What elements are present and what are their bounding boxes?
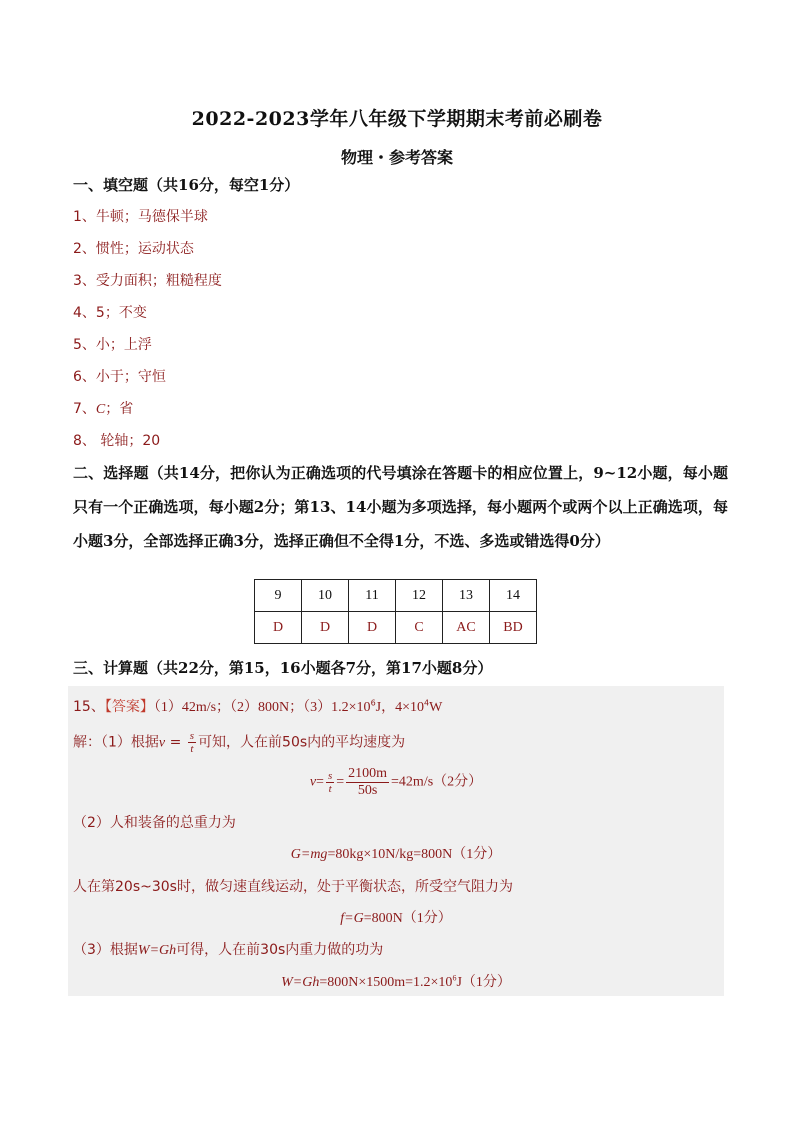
table-cell: D (255, 612, 302, 644)
equals-sign: = (316, 774, 324, 790)
equals-sign: = (336, 774, 345, 790)
equation-4 (68, 971, 724, 991)
solution-text: 可得，人在前30s内重力做的功为 (176, 942, 384, 958)
table-cell: 9 (255, 580, 302, 612)
item7-rest: ；省 (105, 401, 134, 417)
answer-tag: 【答案】 (104, 699, 154, 715)
solution-text: （3）根据 (73, 942, 138, 958)
equation-lhs: f=G (340, 911, 364, 926)
list-item: 6、小于；守恒 (73, 369, 166, 385)
equation-rhs: =80kg×10N/kg=800N（1分） (327, 847, 502, 862)
fraction-numerator: s (189, 730, 195, 742)
list-item: 4、5；不变 (73, 305, 147, 321)
q15-solution-intro (73, 730, 405, 755)
equation-lhs: W=Gh (281, 975, 320, 990)
table-cell: BD (490, 612, 537, 644)
fraction-denominator: 50s (357, 783, 378, 798)
equation-lhs: G=mg (290, 847, 328, 862)
equation-2 (68, 843, 724, 863)
var-v: v (309, 774, 317, 790)
q15-part3 (73, 939, 383, 959)
page-subtitle: 物理・参考答案 (340, 148, 453, 167)
fraction-numerator: 2100m (348, 766, 388, 781)
section2-heading: 二、选择题（共14分，把你认为正确选项的代号填涂在答题卡的相应位置上，9~12小题，每小题只有一个正确选项，每小题2分；第13、14小题为多项选择，每小题两个或两个以上正确选项，每小题3分，全部选择正确3分，选择正确但不全得1分，不选、多选或错选得0分） (73, 464, 728, 550)
list-item: 1、牛顿；马德保半球 (73, 209, 208, 225)
q15-part2: （2）人和装备的总重力为 (73, 815, 236, 831)
q15-answer-text: （1）42m/s；（2）800N；（3）1.2×10 (153, 700, 371, 715)
page-title: 2022-2023学年八年级下学期期末考前必刷卷 (191, 108, 603, 130)
table-cell: 12 (396, 580, 443, 612)
table-cell: 11 (349, 580, 396, 612)
solution-text: 可知，人在前50s内的平均速度为 (198, 734, 406, 751)
table-cell: D (349, 612, 396, 644)
fraction-denominator: t (328, 783, 332, 795)
fraction-s-over-t (326, 770, 334, 795)
equation-rhs: =800N（1分） (363, 911, 452, 926)
item7-letter: C (95, 402, 106, 417)
q15-part2b: 人在第20s~30s时，做匀速直线运动，处于平衡状态，所受空气阻力为 (73, 879, 513, 895)
equation-result: =42m/s（2分） (391, 774, 483, 790)
q15-number: 15、 (73, 699, 105, 715)
table-cell: 13 (443, 580, 490, 612)
var-v: v (158, 735, 166, 751)
q15-answer-unit: W (429, 700, 443, 715)
fraction-s-over-t (188, 730, 196, 755)
fraction-distance-over-time (346, 766, 389, 799)
table-cell: AC (443, 612, 490, 644)
table-cell: 10 (302, 580, 349, 612)
list-item: 2、惯性；运动状态 (73, 241, 194, 257)
list-item (73, 398, 133, 418)
list-item: 8、 轮轴；20 (73, 433, 161, 449)
q15-answer-mid: J，4×10 (375, 700, 424, 715)
equation-end: J（1分） (456, 975, 511, 990)
formula: W=Gh (137, 943, 177, 958)
answer-table (254, 579, 537, 644)
exponent: 6 (370, 698, 376, 708)
equals-sign: = (165, 734, 186, 751)
equation-3 (68, 907, 724, 927)
q15-answer-line (73, 696, 442, 716)
list-item: 5、小；上浮 (73, 337, 152, 353)
table-cell: C (396, 612, 443, 644)
exponent: 6 (452, 973, 457, 983)
fraction-denominator: t (190, 743, 194, 755)
solution-text: 解：（1）根据 (73, 734, 159, 751)
section1-heading: 一、填空题（共16分，每空1分） (73, 176, 300, 194)
item7-number: 7、 (73, 401, 96, 417)
section3-heading: 三、计算题（共22分，第15，16小题各7分，第17小题8分） (73, 659, 493, 677)
exponent: 4 (424, 698, 430, 708)
table-row (255, 612, 537, 644)
fraction-numerator: s (327, 770, 333, 782)
table-row (255, 580, 537, 612)
list-item: 3、受力面积；粗糙程度 (73, 273, 222, 289)
table-cell: D (302, 612, 349, 644)
equation-1 (68, 766, 724, 799)
table-cell: 14 (490, 580, 537, 612)
equation-rhs: =800N×1500m=1.2×10 (319, 975, 453, 990)
